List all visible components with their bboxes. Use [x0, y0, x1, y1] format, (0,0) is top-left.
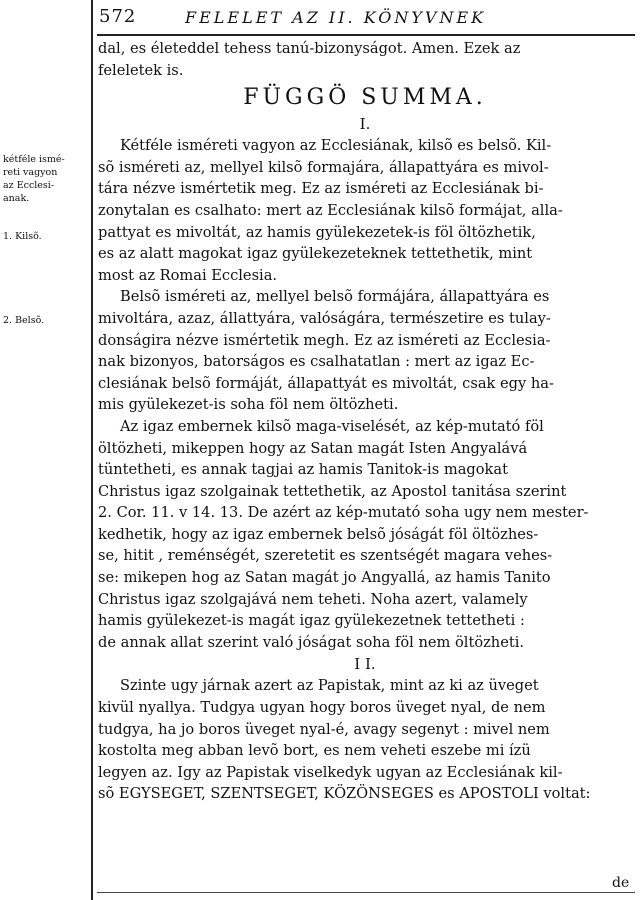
- text-line: dal, es életeddel tehess tanú-bizonyságot. Amen. Ezek az: [98, 40, 521, 57]
- text-line: Belsõ isméreti az, mellyel belsõ formájára, állapattyára es: [120, 288, 550, 306]
- section-number: I I.: [354, 655, 376, 674]
- text-line: öltözheti, mikeppen hogy az Satan magát Isten Angyalává: [98, 439, 528, 457]
- text-line: sõ EGYSEGET, SZENTSEGET, KÖZÖNSEGES es APOSTOLI voltat:: [98, 785, 591, 803]
- text-line: Szinte ugy járnak azert az Papistak, mint az ki az üveget: [120, 677, 539, 695]
- margin-note: anak.: [3, 193, 30, 204]
- text-line: kedhetik, hogy az igaz embernek belsõ jóságát föl öltözhes-: [98, 525, 539, 543]
- header-rule: [97, 34, 635, 36]
- text-line: se, hitit , reménségét, szeretetit es szentségét magara vehes-: [98, 547, 553, 565]
- left-column-rule: [91, 0, 93, 900]
- text-line: 2. Cor. 11. v 14. 13. De azért az kép-mutató soha ugy nem mester-: [98, 504, 589, 522]
- text-line: Christus igaz szolgajává nem teheti. Noha azert, valamely: [98, 590, 528, 608]
- text-line: zonytalan es csalhato: mert az Ecclesiának kilsõ formájat, alla-: [98, 201, 563, 219]
- margin-note: kétféle ismé-: [3, 154, 65, 165]
- main-text: [98, 38, 632, 805]
- bottom-rule: [97, 892, 635, 893]
- section-title: FÜGGÖ SUMMA.: [243, 85, 487, 111]
- section-number: I.: [359, 115, 371, 134]
- text-line: es az alatt magokat igaz gyülekezeteknek tettethetik, mint: [98, 245, 533, 263]
- text-line: mis gyülekezet-is soha föl nem öltözheti.: [98, 396, 399, 414]
- text-line: nak bizonyos, batorságos es csalhatatlan : mert az igaz Ec-: [98, 353, 535, 371]
- text-line: Kétféle isméreti vagyon az Ecclesiának, kilsõ es belsõ. Kil-: [120, 137, 552, 155]
- running-title: FELELET AZ II. KÖNYVNEK: [185, 8, 487, 27]
- text-line: hamis gyülekezet-is magát igaz gyülekezetnek tettetheti :: [98, 612, 525, 630]
- margin-note: 1. Kilsõ.: [3, 231, 42, 242]
- text-line: tüntetheti, es annak tagjai az hamis Tanitok-is magokat: [98, 461, 508, 479]
- text-line: clesiának belsõ formáját, állapattyát es mivoltát, csak egy ha-: [98, 374, 554, 392]
- text-line: Az igaz embernek kilsõ maga-viselését, az kép-mutató föl: [120, 417, 544, 435]
- text-line: most az Romai Ecclesia.: [98, 266, 278, 284]
- text-line: tára nézve ismértetik meg. Ez az isméreti az Ecclesiának bi-: [98, 180, 544, 198]
- text-line: Christus igaz szolgainak tettethetik, az Apostol tanitása szerint: [98, 482, 567, 500]
- text-line: kostolta meg abban levõ bort, es nem veheti eszebe mi ízü: [98, 742, 531, 760]
- text-line: donságira nézve ismértetik megh. Ez az isméreti az Ecclesia-: [98, 331, 551, 349]
- margin-note: reti vagyon: [3, 167, 58, 178]
- text-line: mivoltára, azaz, állattyára, valóságára, természetire es tulay-: [98, 309, 551, 327]
- margin-note: az Ecclesi-: [3, 180, 55, 191]
- text-line: kivül nyallya. Tudgya ugyan hogy boros üveget nyal, de nem: [98, 699, 546, 717]
- page-header: [97, 4, 635, 32]
- text-line: se: mikepen hog az Satan magát jo Angyallá, az hamis Tanito: [98, 569, 551, 587]
- text-line: tudgya, ha jo boros üveget nyal-é, avagy segenyt : mivel nem: [98, 720, 550, 738]
- text-line: sõ isméreti az, mellyel kilsõ formajára, állapattyára es mivol-: [98, 158, 549, 176]
- text-line: de annak allat szerint való jóságat soha föl nem öltözheti.: [98, 633, 525, 651]
- text-line: feleletek is.: [98, 61, 184, 79]
- margin-note: 2. Belsõ.: [3, 315, 45, 326]
- text-line: pattyat es mivoltát, az hamis gyülekezetek-is föl öltözhetik,: [98, 223, 536, 241]
- page-number: 572: [99, 6, 137, 27]
- catchword: de: [612, 875, 630, 891]
- text-line: legyen az. Igy az Papistak viselkedyk ugyan az Ecclesiának kil-: [98, 763, 563, 781]
